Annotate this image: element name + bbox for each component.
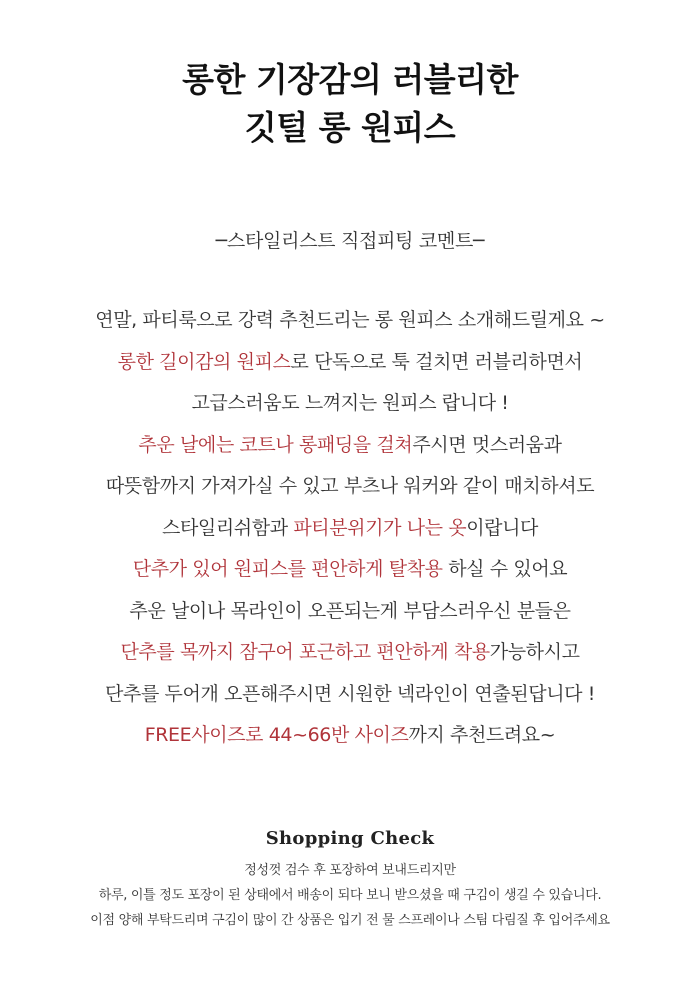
highlighted-text: 단추를 목까지 잠구어 포근하고 편안하게 착용 — [120, 641, 490, 663]
comment-line — [0, 674, 700, 716]
comment-line — [0, 591, 700, 633]
stylist-comment-body — [0, 300, 700, 757]
shopping-check-line: 정성껏 검수 후 포장하여 보내드리지만 — [244, 863, 456, 878]
stylist-comment-heading: ─스타일리스트 직접피팅 코멘트─ — [215, 230, 485, 252]
comment-line — [0, 300, 700, 342]
shopping-check-line: 이점 양해 부탁드리며 구김이 많이 간 상품은 입기 전 물 스프레이나 스팀 다림질 후 입어주세요 — [90, 913, 610, 928]
highlighted-text: 파티분위기가 나는 옷 — [293, 516, 467, 539]
highlighted-text: 롱한 길이감의 원피스 — [117, 350, 291, 373]
comment-line — [0, 383, 700, 425]
highlighted-text: 단추가 있어 원피스를 편안하게 탈착용 — [132, 558, 443, 580]
product-title — [0, 56, 700, 152]
comment-line — [0, 342, 700, 384]
comment-text: 이랍니다 — [466, 516, 539, 539]
comment-text: 주시면 멋스러움과 — [412, 433, 562, 456]
comment-line — [0, 549, 700, 591]
highlighted-text: FREE사이즈로 44~66반 사이즈 — [144, 724, 409, 746]
comment-text: 단추를 두어개 오픈해주시면 시원한 넥라인이 연출된답니다 ! — [105, 682, 595, 705]
shopping-check-line: 하루, 이틀 정도 포장이 된 상태에서 배송이 되다 보니 받으셨을 때 구김이 생길 수 있습니다. — [98, 888, 602, 903]
shopping-check-body — [0, 858, 700, 933]
comment-text: 로 단독으로 툭 걸치면 러블리하면서 — [290, 350, 583, 373]
comment-text: 연말, 파티룩으로 강력 추천드리는 롱 원피스 소개해드릴게요 ~ — [95, 309, 605, 331]
comment-text: 까지 추천드려요~ — [408, 724, 556, 746]
comment-text: 고급스러움도 느껴지는 원피스 랍니다 ! — [191, 392, 509, 414]
title-line-2: 깃털 롱 원피스 — [244, 108, 456, 147]
title-line-1: 롱한 기장감의 러블리한 — [182, 60, 518, 99]
comment-line — [0, 466, 700, 508]
comment-line — [0, 508, 700, 550]
shopping-check-title: Shopping Check — [265, 828, 435, 849]
comment-line — [0, 425, 700, 467]
comment-line — [0, 632, 700, 674]
comment-text: 하실 수 있어요 — [442, 558, 568, 580]
comment-text: 스타일리쉬함과 — [161, 516, 294, 539]
comment-text: 따뜻함까지 가져가실 수 있고 부츠나 워커와 같이 매치하셔도 — [105, 475, 595, 497]
comment-text: 추운 날이나 목라인이 오픈되는게 부담스러우신 분들은 — [129, 599, 571, 622]
comment-line — [0, 715, 700, 757]
highlighted-text: 추운 날에는 코트나 롱패딩을 걸쳐 — [138, 433, 413, 456]
comment-text: 가능하시고 — [489, 641, 580, 663]
